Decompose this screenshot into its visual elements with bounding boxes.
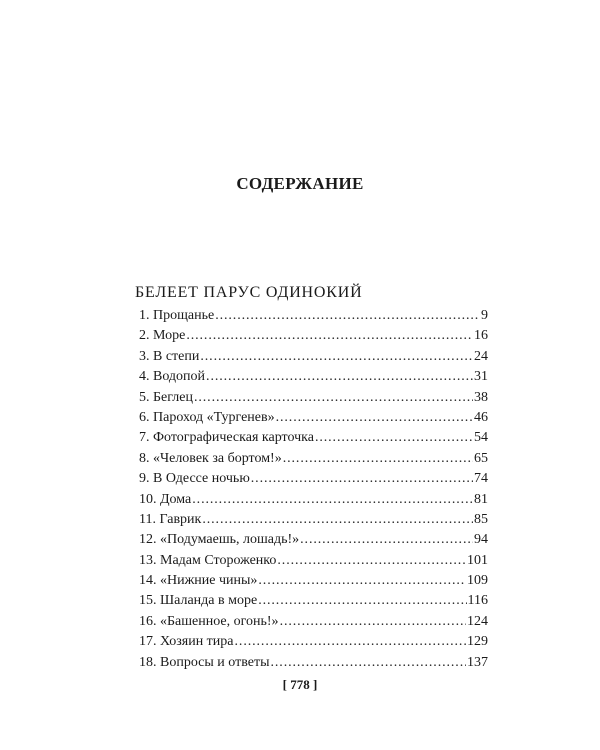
toc-entry — [139, 449, 488, 469]
toc-entry — [139, 306, 488, 326]
toc-entry-title: 9. В Одессе ночью — [139, 471, 250, 487]
toc-leader-dots — [186, 326, 473, 346]
toc-entry-title: 12. «Подумаешь, лошадь!» — [139, 532, 300, 548]
toc-entry-title: 18. Вопросы и ответы — [139, 654, 270, 670]
toc-entry-title: 4. Водопой — [139, 369, 206, 385]
toc-entry-title: 2. Море — [139, 328, 186, 344]
page-number: [ 778 ] — [282, 677, 318, 692]
toc-list — [139, 306, 488, 673]
toc-entry-page: 94 — [474, 532, 488, 548]
toc-entry — [139, 490, 488, 510]
toc-leader-dots — [192, 490, 473, 510]
toc-leader-dots — [202, 510, 473, 530]
toc-leader-dots — [258, 591, 466, 611]
toc-entry-page: 46 — [474, 409, 488, 425]
toc-entry-page: 65 — [474, 450, 488, 466]
toc-entry-title: 3. В степи — [139, 348, 200, 364]
toc-entry-title: 15. Шаланда в море — [139, 593, 258, 609]
toc-entry — [139, 571, 488, 591]
toc-entry-page: 116 — [467, 593, 488, 609]
toc-entry-title: 11. Гаврик — [139, 511, 202, 527]
toc-entry-page: 16 — [474, 328, 488, 344]
toc-entry — [139, 428, 488, 448]
toc-entry — [139, 510, 488, 530]
toc-leader-dots — [300, 530, 473, 550]
toc-entry-title: 17. Хозяин тира — [139, 634, 234, 650]
toc-entry — [139, 591, 488, 611]
toc-leader-dots — [283, 449, 473, 469]
toc-entry-page: 85 — [474, 511, 488, 527]
toc-leader-dots — [200, 347, 473, 367]
toc-leader-dots — [280, 612, 466, 632]
toc-entry — [139, 530, 488, 550]
toc-entry-page: 9 — [481, 308, 488, 323]
toc-entry — [139, 469, 488, 489]
toc-entry-title: 1. Прощанье — [139, 308, 215, 323]
toc-leader-dots — [276, 408, 473, 428]
toc-leader-dots — [235, 632, 466, 652]
toc-entry-page: 129 — [467, 634, 488, 650]
toc-entry-title: 16. «Башенное, огонь!» — [139, 613, 279, 629]
toc-entry-page: 81 — [474, 491, 488, 507]
toc-entry — [139, 326, 488, 346]
toc-entry — [139, 367, 488, 387]
page-title: СОДЕРЖАНИЕ — [236, 174, 364, 193]
toc-entry — [139, 388, 488, 408]
toc-entry-title: 8. «Человек за бортом!» — [139, 450, 282, 466]
toc-entry-title: 6. Пароход «Тургенев» — [139, 409, 275, 425]
toc-leader-dots — [277, 551, 466, 571]
toc-leader-dots — [315, 428, 473, 448]
toc-entry-title: 7. Фотографическая карточка — [139, 430, 314, 446]
toc-entry-page: 109 — [467, 573, 488, 589]
toc-entry — [139, 612, 488, 632]
toc-entry — [139, 632, 488, 652]
toc-entry-page: 74 — [474, 471, 488, 487]
toc-entry-title: 14. «Нижние чины» — [139, 573, 258, 589]
toc-entry-page: 54 — [474, 430, 488, 446]
toc-leader-dots — [215, 306, 480, 326]
toc-entry — [139, 408, 488, 428]
toc-entry — [139, 653, 488, 673]
toc-entry-page: 24 — [474, 348, 488, 364]
toc-leader-dots — [258, 571, 466, 591]
toc-entry-page: 124 — [467, 613, 488, 629]
toc-entry-page: 101 — [467, 552, 488, 568]
toc-entry-page: 38 — [474, 389, 488, 405]
toc-leader-dots — [194, 388, 473, 408]
toc-entry-title: 13. Мадам Стороженко — [139, 552, 277, 568]
toc-entry — [139, 551, 488, 571]
toc-entry — [139, 347, 488, 367]
toc-leader-dots — [251, 469, 473, 489]
toc-leader-dots — [271, 653, 467, 673]
toc-entry-page: 137 — [467, 654, 488, 670]
section-heading: БЕЛЕЕТ ПАРУС ОДИНОКИЙ — [135, 284, 363, 301]
toc-entry-title: 5. Беглец — [139, 389, 193, 405]
toc-leader-dots — [206, 367, 473, 387]
toc-entry-page: 31 — [474, 369, 488, 385]
toc-entry-title: 10. Дома — [139, 491, 192, 507]
